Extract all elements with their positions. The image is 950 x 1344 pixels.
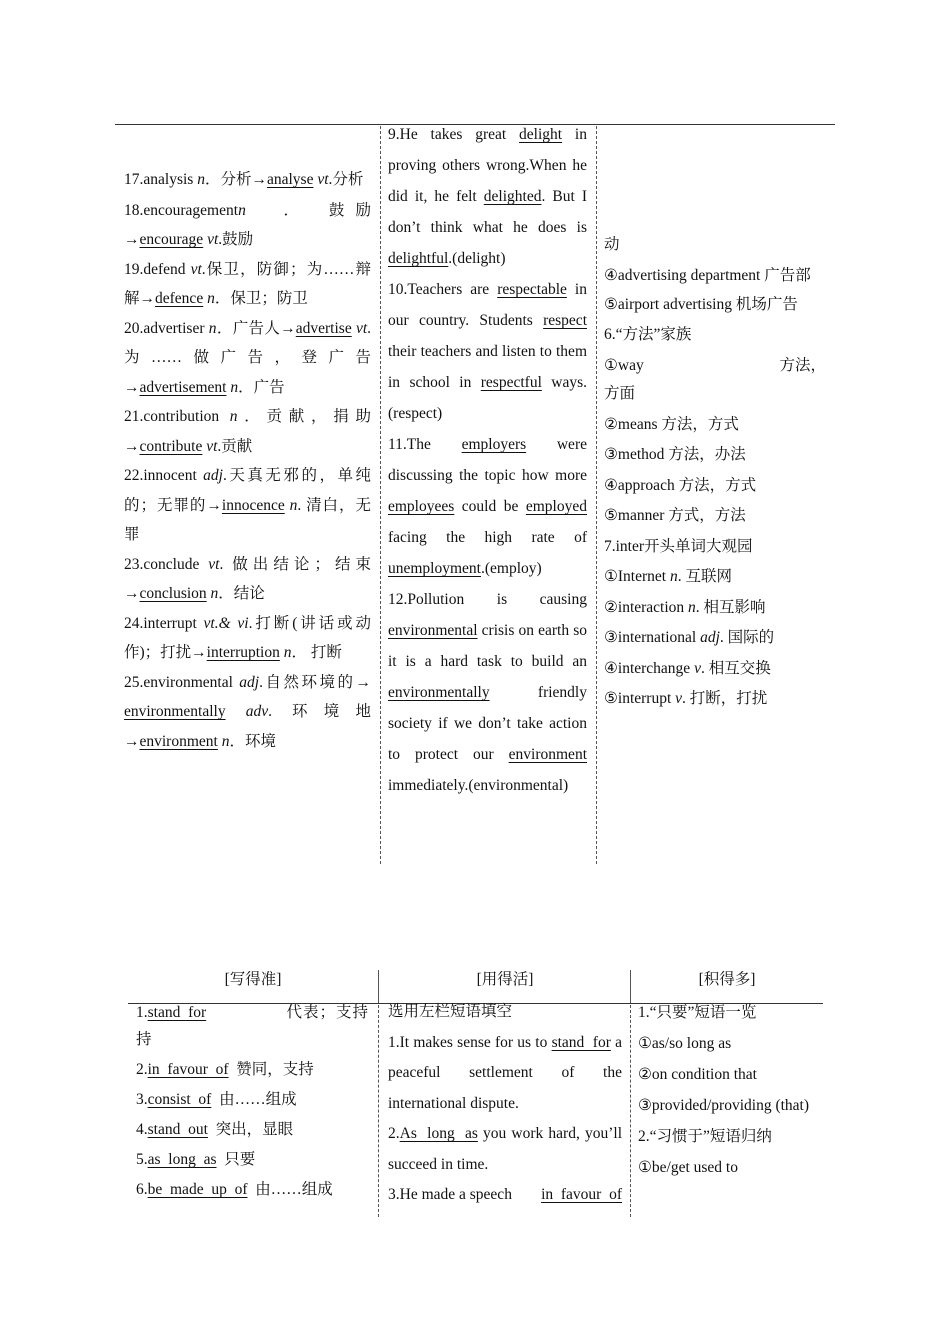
exercise-1: 1.It makes sense for us to stand for a peaceful settlement of the international dispute. <box>388 1033 622 1112</box>
answer-blank: delighted <box>483 188 542 205</box>
answer-blank: employers <box>461 436 527 453</box>
answer-blank: employees <box>388 498 455 515</box>
exercise-3: 3.He made a speech in favour of <box>388 1180 622 1211</box>
exercise-2: 2.As long as you work hard, you’ll succeed in time. <box>388 1125 622 1173</box>
sentence-11: 11.The employers were discussing the topic how more employees could be employed facing the high rate of unemployment.(employ) <box>388 436 587 577</box>
answer-blank: analyse <box>266 171 314 188</box>
derivation-list <box>124 165 371 756</box>
column-divider-4 <box>630 1005 631 1217</box>
note-item: ②interaction n. 相互影响 <box>604 598 766 616</box>
header-accumulate-more: [积得多] <box>698 971 756 988</box>
header-divider-1 <box>378 970 379 1003</box>
summary-item: ③provided/providing (that) <box>638 1097 810 1114</box>
answer-blank: conclusion <box>139 585 207 602</box>
answer-blank: environment <box>139 732 218 750</box>
column-divider-3 <box>378 1005 379 1217</box>
phrase-item: 6.be made up of 由……组成 <box>136 1181 333 1198</box>
derivation-item: 20.advertiser n．广告人→advertise vt. 为……做广告，登广告→advertisement n．广告 <box>124 319 371 396</box>
header-divider-2 <box>630 970 631 1003</box>
summary-heading: 1.“只要”短语一览 <box>638 1004 757 1021</box>
answer-blank: contribute <box>139 437 203 455</box>
exercise-instruction: 选用左栏短语填空 <box>388 1003 513 1020</box>
answer-blank: as long as <box>147 1151 217 1168</box>
way-meaning-part1: 方法， <box>779 356 826 374</box>
answer-blank: stand for <box>551 1033 611 1051</box>
header-write-accurately: [写得准] <box>224 971 282 988</box>
note-item: ③method 方法，办法 <box>604 446 746 463</box>
answer-blank: encourage <box>139 231 204 248</box>
answer-blank: be made up of <box>147 1181 248 1198</box>
word-family-notes <box>604 230 826 715</box>
phrase-item-cont: 持 <box>136 1031 152 1048</box>
note-item: ④interchange v. 相互交换 <box>604 659 771 677</box>
derivation-item: 22.innocent adj.天真无邪的，单纯的；无罪的→innocence n. 清白，无罪 <box>124 467 371 543</box>
note-item: ⑤interrupt v. 打断，打扰 <box>604 690 768 707</box>
answer-blank: environmentally <box>388 684 490 701</box>
answer-blank: stand out <box>147 1121 208 1138</box>
derivation-item: 25.environmental adj.自然环境的→ environmentally adv. 环境地→environment n．环境 <box>124 673 371 750</box>
answer-blank: respectable <box>497 281 567 298</box>
answer-blank: defence <box>155 290 204 307</box>
continued-text: 动 <box>604 236 620 253</box>
derivation-item: 19.defend vt.保卫，防御；为……辩解→defence n．保卫；防卫 <box>124 260 371 307</box>
answer-blank: respect <box>543 312 587 329</box>
phrase-list <box>136 998 369 1205</box>
answer-blank: innocence <box>221 496 285 514</box>
phrase-item: 1.stand for 代表；支持 <box>136 1004 369 1021</box>
answer-blank: advertise <box>295 319 352 337</box>
note-item: ①Internet n. 互联网 <box>604 568 732 585</box>
summary-item: ①be/get used to <box>638 1159 738 1176</box>
phrase-item: 4.stand out 突出，显眼 <box>136 1121 294 1138</box>
note-heading: 7.inter开头单词大观园 <box>604 537 753 555</box>
note-item: ④approach 方法，方式 <box>604 476 757 494</box>
phrase-item: 2.in favour of 赞同，支持 <box>136 1061 314 1078</box>
answer-blank: stand for <box>147 1004 207 1021</box>
answer-blank: environmentally <box>124 703 226 720</box>
phrase-summary <box>638 997 818 1183</box>
note-item: ⑤manner 方式，方法 <box>604 507 746 524</box>
answer-blank: environmental <box>388 622 478 639</box>
column-divider-1 <box>380 126 381 864</box>
answer-blank: advertisement <box>139 378 227 396</box>
answer-blank: delightful <box>388 250 449 267</box>
summary-item: ①as/so long as <box>638 1035 732 1052</box>
answer-blank: unemployment <box>388 560 481 577</box>
note-item: ④advertising department 广告部 <box>604 266 811 284</box>
derivation-item: 18.encouragementn ． 鼓励→encourage vt.鼓励 <box>124 201 371 248</box>
note-item: ③international adj. 国际的 <box>604 629 775 646</box>
phrase-item: 5.as long as 只要 <box>136 1151 256 1168</box>
answer-blank: in favour of <box>541 1186 622 1203</box>
sentence-exercises <box>388 119 587 801</box>
answer-blank: consist of <box>147 1091 212 1108</box>
phrase-item: 3.consist of 由……组成 <box>136 1091 297 1108</box>
note-item: ②means 方法，方式 <box>604 415 739 433</box>
sentence-12: 12.Pollution is causing environmental crisis on earth so it is a hard task to build an environmentally friendly society if we don’t take action to protect our environment immediately.(environmental) <box>388 591 587 794</box>
note-item-cont: 方面 <box>604 385 636 402</box>
answer-blank: employed <box>525 498 587 515</box>
answer-blank: delight <box>519 126 563 143</box>
answer-blank: respectful <box>480 374 542 391</box>
note-item: ①way 方法， <box>604 351 826 382</box>
derivation-item: 17.analysis n．分析→analyse vt.分析 <box>124 171 364 188</box>
note-heading: 6.“方法”家族 <box>604 326 692 343</box>
fill-in-exercises <box>388 997 622 1211</box>
answer-blank: environment <box>508 746 587 763</box>
header-use-flexibly: [用得活] <box>476 971 534 988</box>
note-item: ⑤airport advertising 机场广告 <box>604 295 798 313</box>
derivation-item: 21.contribution n．贡献，捐助→contribute vt.贡献 <box>124 408 371 455</box>
answer-blank: As long as <box>399 1125 478 1142</box>
sentence-9: 9.He takes great delight in proving others wrong.When he did it, he felt delighted. But I don’t think what he does is delightful.(delight) <box>388 126 587 267</box>
derivation-item: 24.interrupt vt.& vi.打断(讲话或动作)；打扰→interruption n． 打断 <box>124 614 371 661</box>
answer-blank: in favour of <box>147 1061 229 1078</box>
answer-blank: interruption <box>206 644 280 661</box>
column-divider-2 <box>596 126 597 864</box>
derivation-item: 23.conclude vt. 做出结论；结束→conclusion n．结论 <box>124 555 371 602</box>
summary-item: ②on condition that <box>638 1066 757 1083</box>
sentence-10: 10.Teachers are respectable in our country. Students respect their teachers and listen to them in school in respectful ways.(respect) <box>388 281 587 422</box>
summary-heading: 2.“习惯于”短语归纳 <box>638 1128 772 1145</box>
